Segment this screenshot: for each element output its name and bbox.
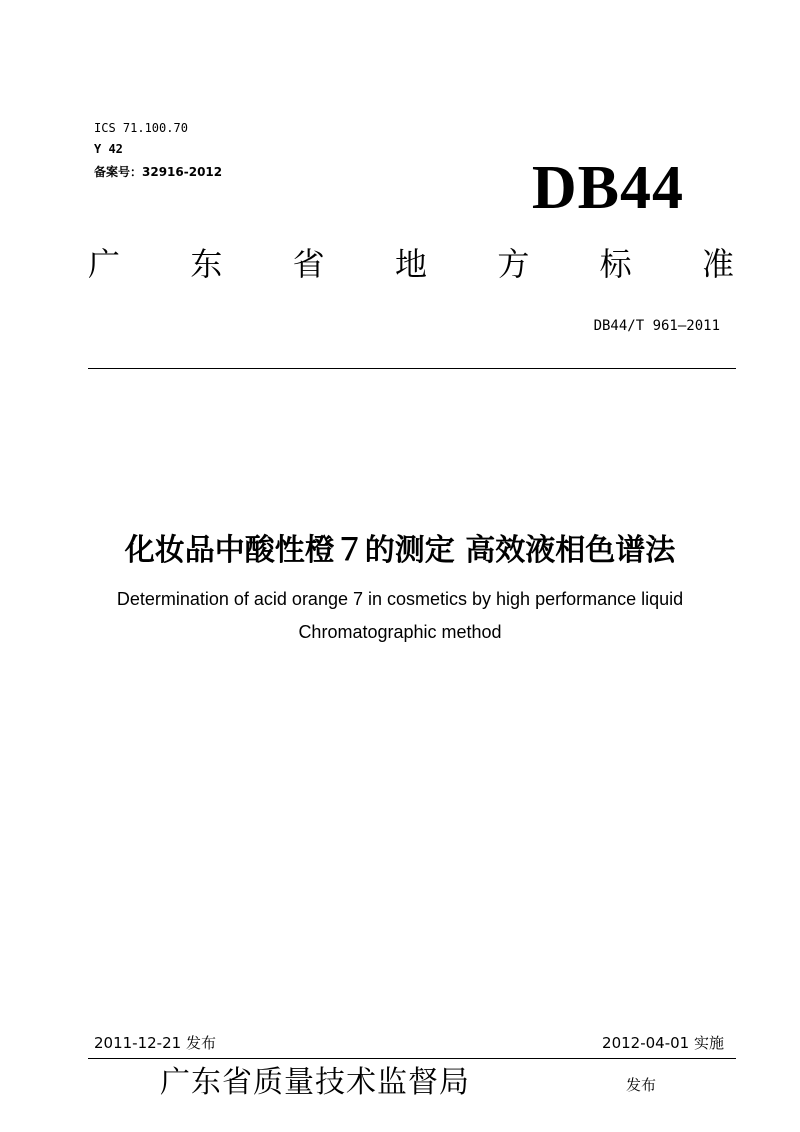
standard-type-heading bbox=[88, 244, 734, 284]
registration-number: 备案号：32916-2012 bbox=[94, 165, 223, 179]
standard-type-char: 准 bbox=[701, 245, 734, 283]
footer-divider bbox=[88, 1058, 736, 1059]
publish-date: 2011-12-21 发布 bbox=[94, 1034, 216, 1052]
header-divider bbox=[88, 368, 736, 369]
classification-code: Y 42 bbox=[94, 142, 123, 156]
standard-type-char: 东 bbox=[190, 245, 223, 283]
title-english-line1: Determination of acid orange 7 in cosmetics by high performance liquid bbox=[116, 589, 684, 609]
standard-type-char: 方 bbox=[497, 245, 530, 283]
title-english-line2: Chromatographic method bbox=[298, 622, 502, 642]
ics-code: ICS 71.100.70 bbox=[94, 121, 188, 135]
title-chinese: 化妆品中酸性橙７的测定 高效液相色谱法 bbox=[124, 533, 676, 568]
standard-type-char: 省 bbox=[292, 245, 325, 283]
implement-date: 2012-04-01 实施 bbox=[602, 1034, 724, 1052]
standard-type-char: 标 bbox=[599, 245, 632, 283]
issuing-authority: 广东省质量技术监督局 bbox=[160, 1065, 470, 1100]
standard-type-char: 广 bbox=[88, 245, 121, 283]
issued-label: 发布 bbox=[626, 1076, 657, 1094]
standard-type-char: 地 bbox=[394, 245, 427, 283]
standard-number: DB44/T 961—2011 bbox=[593, 318, 720, 334]
standard-code-logo: DB44 bbox=[531, 154, 684, 222]
